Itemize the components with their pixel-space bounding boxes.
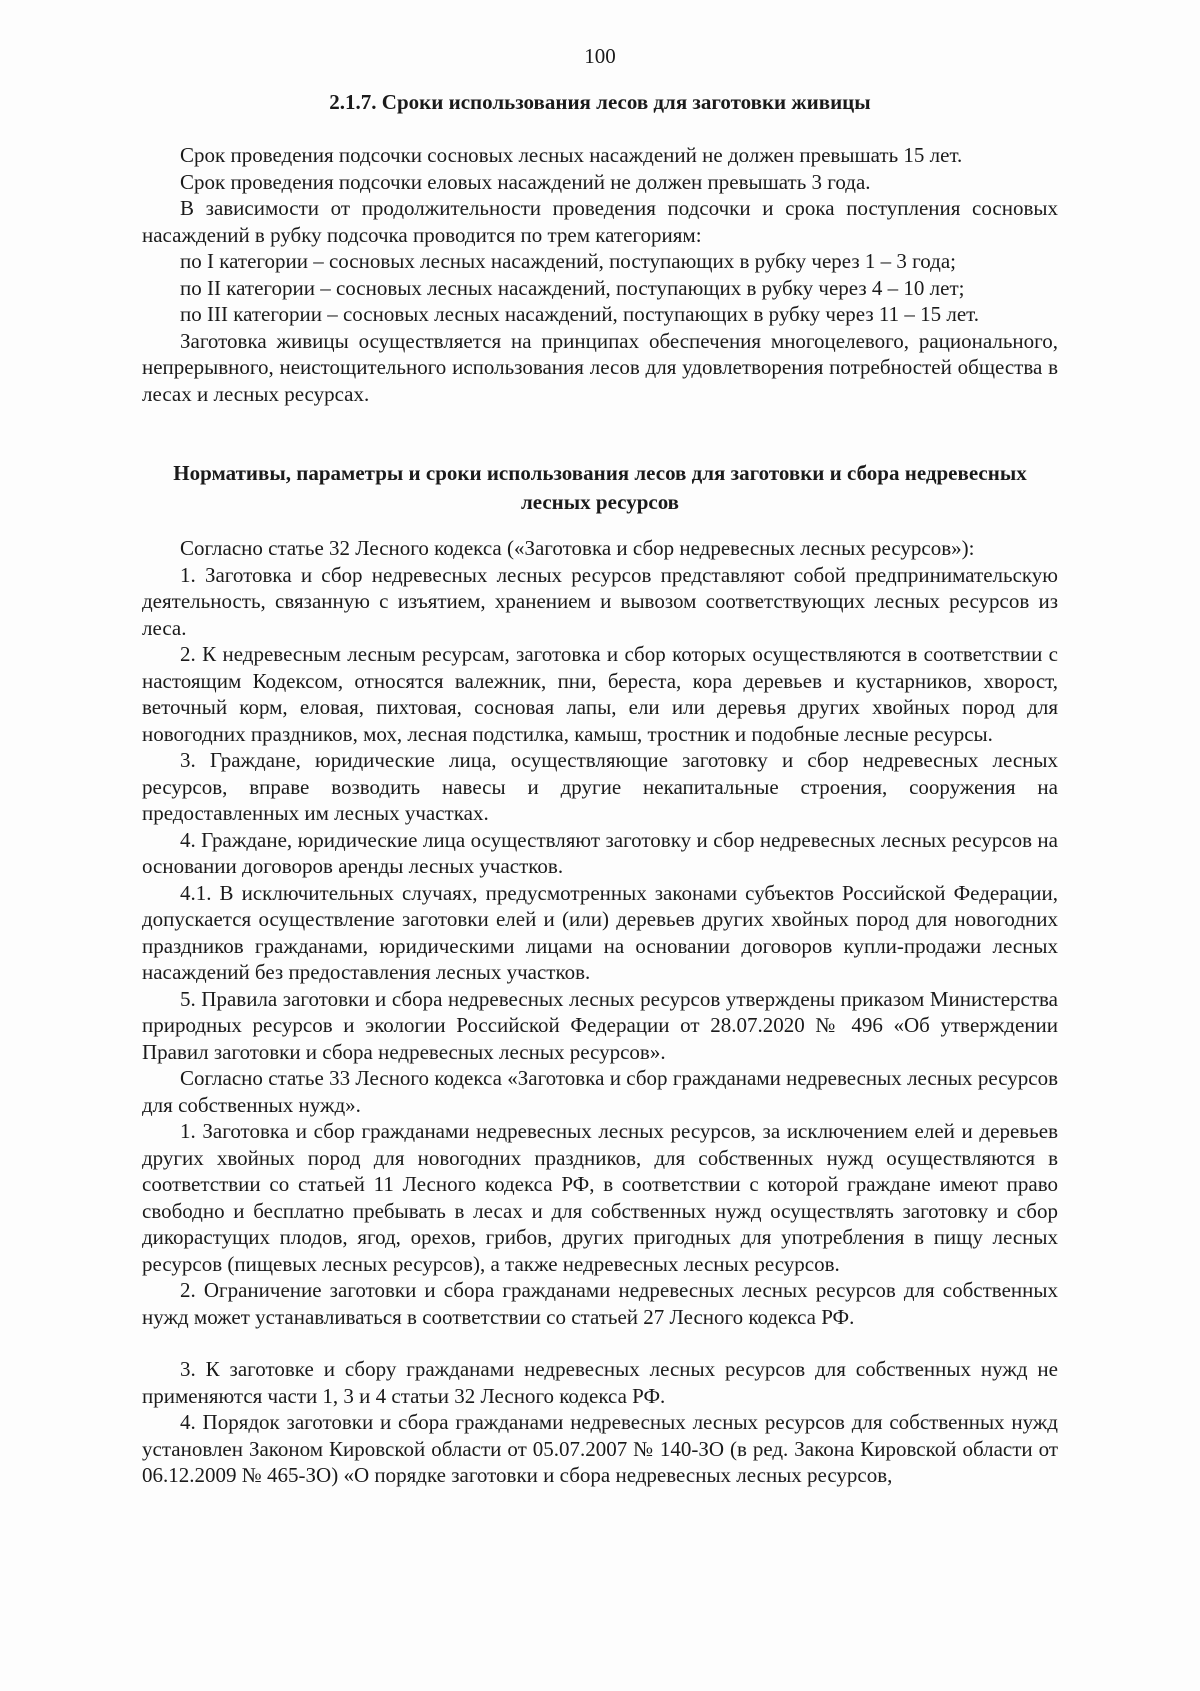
paragraph: 3. Граждане, юридические лица, осуществляющие заготовку и сбор недревесных лесных ресурсов, вправе возводить навесы и другие некапитальные строения, сооружения на предоставленных им лесных участках. bbox=[142, 748, 1058, 825]
paragraph: 1. Заготовка и сбор недревесных лесных ресурсов представляют собой предпринимательскую деятельность, связанную с изъятием, хранением и вывозом соответствующих лесных ресурсов из леса. bbox=[142, 562, 1058, 640]
paragraph: 2. Ограничение заготовки и сбора гражданами недревесных лесных ресурсов для собственных нужд может устанавливаться в соответствии со статьей 27 Лесного кодекса РФ. bbox=[142, 1278, 1058, 1329]
paragraph: Срок проведения подсочки сосновых лесных насаждений не должен превышать 15 лет. bbox=[180, 143, 963, 167]
paragraph: В зависимости от продолжительности проведения подсочки и срока поступления сосновых насаждений в рубку подсочка проводится по трем категориям: bbox=[142, 196, 1058, 247]
page-number: 100 bbox=[584, 44, 616, 68]
paragraph: 3. К заготовке и сбору гражданами недревесных лесных ресурсов для собственных нужд не применяются части 1, 3 и 4 статьи 32 Лесного кодекса РФ. bbox=[142, 1357, 1058, 1408]
paragraph: по III категории – сосновых лесных насаждений, поступающих в рубку через 11 – 15 лет. bbox=[180, 302, 980, 326]
paragraph: 1. Заготовка и сбор гражданами недревесных лесных ресурсов, за исключением елей и деревьев других хвойных пород для новогодних праздников, для собственных нужд осуществляются в соответствии со статьей 11 Лесного кодекса РФ, в соответствии с которой граждане имеют право свободно и бесплатно пребывать в лесах и для собственных нужд осуществлять заготовку и сбор дикорастущих плодов, ягод, орехов, грибов, других пригодных для употребления в пищу лесных ресурсов (пищевых лесных ресурсов), а также недревесных лесных ресурсов. bbox=[142, 1119, 1058, 1276]
paragraph: 4. Граждане, юридические лица осуществляют заготовку и сбор недревесных лесных ресурсов на основании договоров аренды лесных участков. bbox=[142, 827, 1058, 878]
paragraph: по I категории – сосновых лесных насаждений, поступающих в рубку через 1 – 3 года; bbox=[180, 249, 956, 273]
paragraph: Согласно статье 32 Лесного кодекса («Заготовка и сбор недревесных лесных ресурсов»): bbox=[180, 536, 975, 560]
paragraph: 4.1. В исключительных случаях, предусмотренных законами субъектов Российской Федерации, допускается осуществление заготовки елей и (или) деревьев других хвойных пород для новогодних праздников гражданами, юридическими лицами на основании договоров купли-продажи лесных насаждений без предоставления лесных участков. bbox=[142, 880, 1058, 984]
paragraph: 2. К недревесным лесным ресурсам, заготовка и сбор которых осуществляются в соответствии с настоящим Кодексом, относятся валежник, пни, береста, кора деревьев и кустарников, хворост, веточный корм, еловая, пихтовая, сосновая лапы, ели или деревья других хвойных пород для новогодних праздников, мох, лесная подстилка, камыш, тростник и подобные лесные ресурсы. bbox=[142, 642, 1058, 746]
paragraph: Срок проведения подсочки еловых насаждений не должен превышать 3 года. bbox=[180, 169, 871, 194]
section-title-resin-terms: 2.1.7. Сроки использования лесов для заготовки живицы bbox=[329, 90, 871, 114]
paragraph: 4. Порядок заготовки и сбора гражданами недревесных лесных ресурсов для собственных нужд установлен Законом Кировской области от 05.07.2007 № 140-ЗО (в ред. Закона Кировской области от 06.12.2009 № 465-ЗО) «О порядке заготовки и сбора недревесных лесных ресурсов, bbox=[142, 1410, 1058, 1487]
document-body bbox=[142, 88, 1058, 1489]
paragraph: Заготовка живицы осуществляется на принципах обеспечения многоцелевого, рационального, непрерывного, неистощительного использования лесов для удовлетворения потребностей общества в лесах и лесных ресурсах. bbox=[142, 328, 1058, 406]
paragraph: по II категории – сосновых лесных насаждений, поступающих в рубку через 4 – 10 лет; bbox=[180, 275, 965, 300]
paragraph: 5. Правила заготовки и сбора недревесных лесных ресурсов утверждены приказом Министерства природных ресурсов и экологии Российской Федерации от 28.07.2020 № 496 «Об утверждении Правил заготовки и сбора недревесных лесных ресурсов». bbox=[142, 986, 1058, 1064]
paragraph: Согласно статье 33 Лесного кодекса «Заготовка и сбор гражданами недревесных лесных ресурсов для собственных нужд». bbox=[142, 1066, 1058, 1117]
section-title-non-timber-resources: Нормативы, параметры и сроки использования лесов для заготовки и сбора недревесных лесных ресурсов bbox=[173, 461, 1027, 514]
